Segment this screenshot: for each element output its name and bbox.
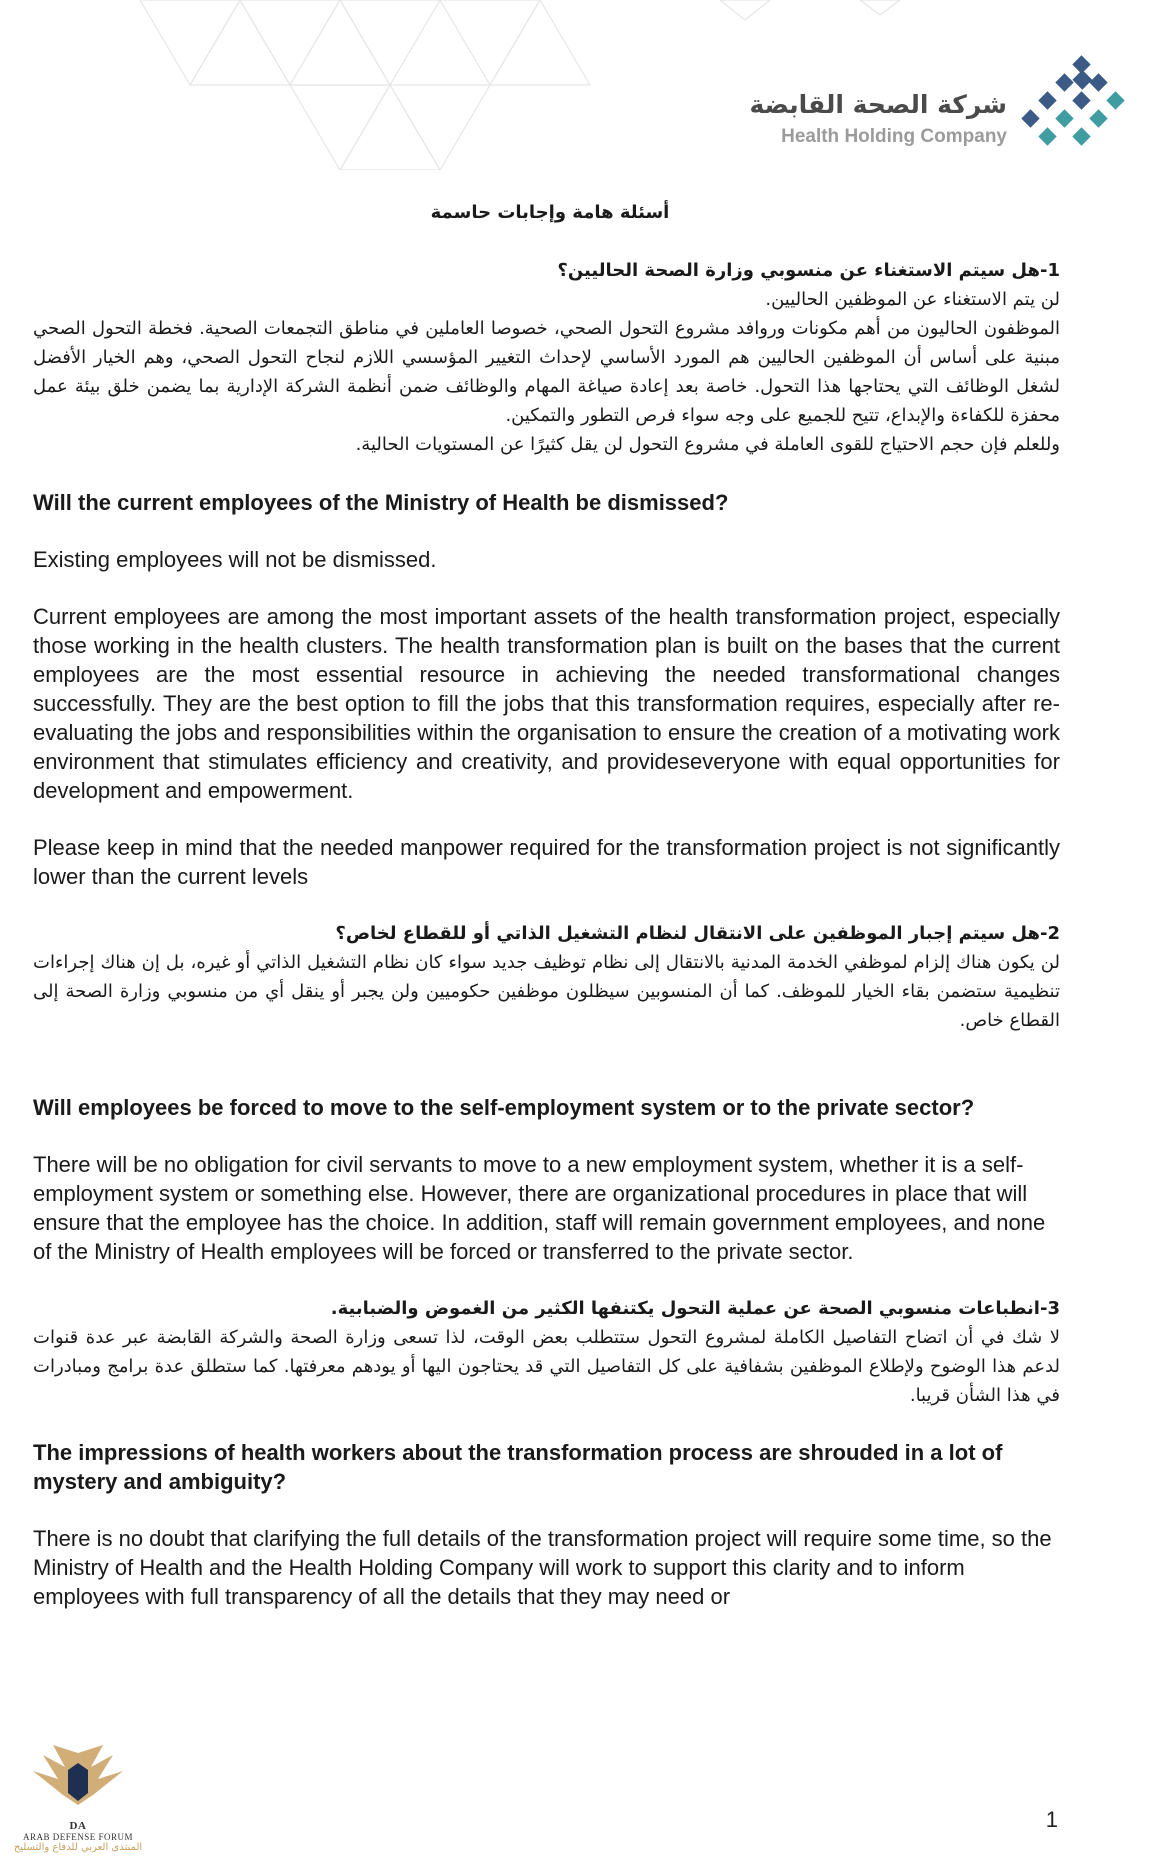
answer-2-english: There will be no obligation for civil servants to move to a new employment system, whether it is a self-employment system or something else. However, there are organizational procedures in place that will ensure that the employee has the choice. In addition, staff will remain government employees, and none of the Ministry of Health employees will be forced or transferred to the private sector.: [33, 1152, 1046, 1264]
question-1-english: Will the current employees of the Ministry of Health be dismissed?: [33, 490, 729, 515]
header: [715, 50, 1135, 160]
question-2-english: Will employees be forced to move to the self-employment system or to the private sector?: [33, 1095, 975, 1120]
short-answer-1-arabic: لن يتم الاستغناء عن الموظفين الحاليين.: [765, 289, 1060, 310]
answer-3-english: There is no doubt that clarifying the full details of the transformation project will require some time, so the Ministry of Health and the Health Holding Company will work to support this clarity and to inform employees with full transparency of all the details that they may need or: [33, 1526, 1052, 1609]
forum-watermark: [8, 1745, 148, 1855]
short-answer-1-english: Existing employees will not be dismissed.: [33, 547, 437, 572]
company-name-english: Health Holding Company: [781, 126, 1007, 147]
page-number: 1: [1045, 1807, 1058, 1832]
note-1-english: Please keep in mind that the needed manpower required for the transformation project is not significantly lower than the current levels: [33, 835, 1060, 889]
question-1-arabic: 1-هل سيتم الاستغناء عن منسوبي وزارة الصحة الحاليين؟: [557, 260, 1060, 281]
answer-3-arabic: لا شك في أن اتضاح التفاصيل الكاملة لمشروع التحول ستتطلب بعض الوقت، لذا تسعى وزارة الصحة والشركة القابضة عبر عدة قنوات لدعم هذا الوضوح ولإطلاع الموظفين بشفافية على كل التفاصيل التي قد يحتاجون اليها أو يودهم معرفتها. كما ستطلق عدة برامج ومبادرات في هذا الشأن قريبا.: [33, 1327, 1060, 1406]
note-1-arabic: وللعلم فإن حجم الاحتياج للقوى العاملة في مشروع التحول لن يقل كثيرًا عن المستويات الحالية.: [355, 434, 1060, 455]
watermark-mark: DA: [69, 1820, 87, 1832]
answer-1-arabic: الموظفون الحاليون من أهم مكونات وروافد مشروع التحول الصحي، خصوصا العاملين في مناطق التجمعات الصحية. فخطة التحول الصحي مبنية على أساس أن الموظفين الحاليين هم المورد الأساسي لإحداث التغيير المؤسسي اللازم لنجاح التحول الصحي، وهم الخيار الأفضل لشغل الوظائف التي يحتاجها هذا التحول. خاصة بعد إعادة صياغة المهام والوظائف ضمن أنظمة الشركة الإدارية بما يضمن خلق بيئة عمل محفزة للكفاءة والإبداع، تتيح للجميع على وجه سواء فرص التطور والتمكين.: [33, 318, 1060, 426]
document-body: [33, 256, 1060, 1611]
watermark-english: ARAB DEFENSE FORUM: [22, 1832, 134, 1842]
company-logo-icon: [1020, 50, 1135, 160]
question-3-english: The impressions of health workers about the transformation process are shrouded in a lot of mystery and ambiguity?: [33, 1440, 1003, 1494]
company-name-arabic: شركة الصحة القابضة: [749, 90, 1007, 119]
watermark-arabic: المنتدى العربي للدفاع والتسليح: [13, 1842, 143, 1853]
page-title: أسئلة هامة وإجابات حاسمة: [430, 202, 670, 223]
question-3-arabic: 3-انطباعات منسوبي الصحة عن عملية التحول يكتنفها الكثير من الغموض والضبابية.: [330, 1298, 1060, 1319]
answer-1-english: Current employees are among the most important assets of the health transformation project, especially those working in the health clusters. The health transformation plan is built on the bases that the current employees are the most essential resource in achieving the needed transformational changes successfully. They are the best option to fill the jobs that this transformation requires, especially after re-evaluating the jobs and responsibilities within the organisation to ensure the creation of a motivating work environment that stimulates efficiency and creativity, and provideseveryone with equal opportunities for development and empowerment.: [33, 604, 1060, 803]
eagle-logo-icon: [13, 1745, 143, 1815]
question-2-arabic: 2-هل سيتم إجبار الموظفين على الانتقال لنظام التشغيل الذاتي أو للقطاع لخاص؟: [335, 923, 1060, 944]
answer-2-arabic: لن يكون هناك إلزام لموظفي الخدمة المدنية بالانتقال إلى نظام توظيف جديد سواء كان نظام التشغيل الذاتي أو غيره، بل إن هناك إجراءات تنظيمية ستضمن بقاء الخيار للموظف. كما أن المنسوبين سيظلون موظفين حكوميين ولن يجبر أو ينقل أي من منسوبي وزارة الصحة إلى القطاع خاص.: [33, 952, 1060, 1031]
